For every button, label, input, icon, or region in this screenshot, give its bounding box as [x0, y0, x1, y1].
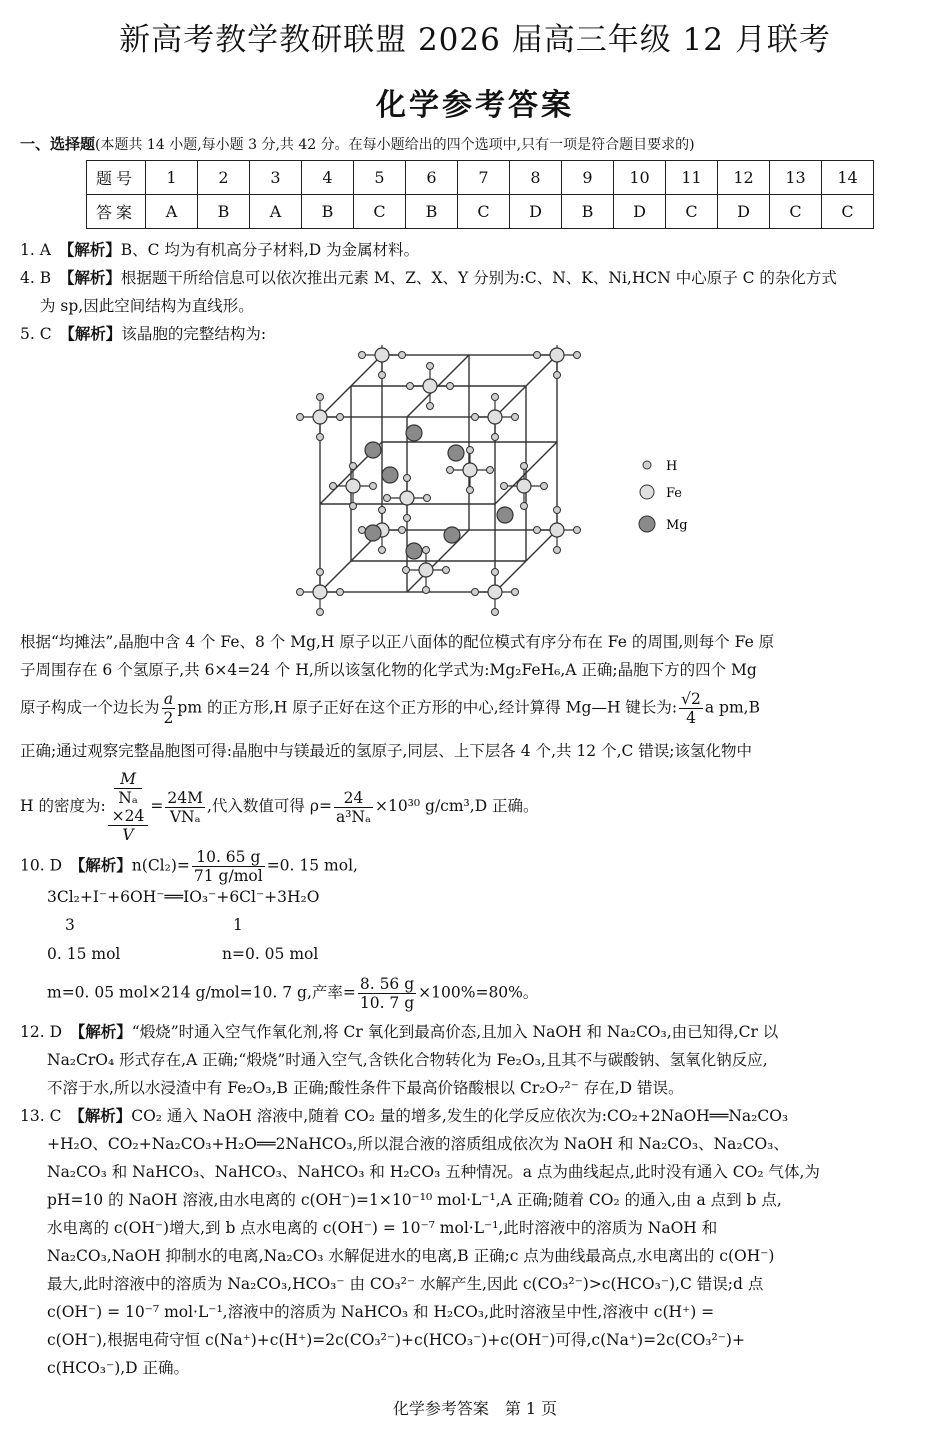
legend-mg-label: Mg: [666, 518, 688, 533]
frac-num: √2: [681, 690, 701, 708]
q4-tag: 【解析】: [66, 269, 121, 287]
frac-num: 10. 65 g: [192, 848, 265, 867]
section-heading: [20, 133, 695, 154]
legend-mg-marker: [639, 516, 655, 532]
q10-line1: [20, 848, 935, 885]
table-cell: C: [666, 195, 718, 229]
table-cell: B: [406, 195, 458, 229]
page-subtitle: 化学参考答案: [376, 88, 574, 123]
frac-den: a³Nₐ: [335, 807, 371, 826]
row-label-answer: 答案: [87, 195, 146, 229]
q5-line5b: ,代入数值可得 ρ=: [207, 797, 332, 815]
page-title: 新高考教学教研联盟 2026 届高三年级 12 月联考: [119, 22, 831, 58]
frac-num: 8. 56 g: [359, 975, 415, 993]
q12-line3: 不溶于水,所以水浸渣中有 Fe₂O₃,B 正确;酸性条件下最高价铬酸根以 Cr₂O₇²⁻ 存在,D 错误。: [47, 1079, 684, 1097]
answer-table-number-row: [87, 161, 874, 195]
q5-head: 5. C: [20, 325, 52, 343]
q10-coef1: 3: [65, 916, 75, 934]
frac-den: VNₐ: [169, 807, 201, 826]
fraction-sqrt2-over-4: [679, 690, 703, 727]
q13-line8: c(OH⁻) = 10⁻⁷ mol·L⁻¹,溶液中的溶质为 NaHCO₃ 和 H₂CO₃,此时溶液呈中性,溶液中 c(H⁺) =: [47, 1303, 715, 1321]
table-cell: D: [614, 195, 666, 229]
q12-solution: [20, 1018, 935, 1102]
table-cell: 7: [458, 161, 510, 195]
section-label: 一、选择题: [20, 135, 96, 153]
q1-head: 1. A: [20, 241, 51, 259]
q13-line9: c(OH⁻),根据电荷守恒 c(Na⁺)+c(H⁺)=2c(CO₃²⁻)+c(HCO₃⁻)+c(OH⁻)可得,c(Na⁺)=2c(CO₃²⁻)+: [47, 1331, 745, 1349]
page-footer: 化学参考答案 第 1 页: [392, 1399, 558, 1418]
frac-num: 24: [334, 789, 373, 808]
answer-table-answer-row: [87, 195, 874, 229]
fraction-a-over-2: [162, 690, 176, 727]
q13-line1: CO₂ 通入 NaOH 溶液中,随着 CO₂ 量的增多,发生的化学反应依次为:CO₂+2NaOH══Na₂CO₃: [131, 1107, 789, 1125]
q10-last-b: ×100%=80%。: [418, 983, 539, 1002]
q4-solution: [20, 264, 935, 320]
q10-tag: 【解析】: [77, 856, 132, 875]
q5-intro-text: 该晶胞的完整结构为:: [121, 325, 267, 343]
q5-line3: [20, 690, 935, 727]
q1-tag: 【解析】: [66, 241, 121, 259]
frac-den: 4: [686, 709, 696, 727]
q13-head: 13. C: [20, 1107, 62, 1125]
frac-den: V: [122, 826, 134, 844]
table-cell: D: [718, 195, 770, 229]
q13-line4: pH=10 的 NaOH 溶液,由水电离的 c(OH⁻)=1×10⁻¹⁰ mol·L⁻¹,A 正确;随着 CO₂ 的通入,由 a 点到 b 点,: [47, 1191, 782, 1209]
table-cell: 5: [354, 161, 406, 195]
table-cell: 14: [822, 161, 874, 195]
q5-line3c: a pm,B: [704, 698, 760, 717]
q5-line5: [20, 770, 935, 844]
q1-solution: [20, 236, 935, 264]
equals-sign: =: [150, 797, 164, 815]
q5-line3a: 原子构成一个边长为: [20, 698, 160, 717]
fraction-m-over-na: [112, 770, 145, 807]
q12-tag: 【解析】: [77, 1023, 132, 1041]
q5-line5c: ×10³⁰ g/cm³,D 正确。: [374, 797, 539, 815]
table-cell: 4: [302, 161, 354, 195]
table-cell: 12: [718, 161, 770, 195]
q13-solution: [20, 1102, 935, 1382]
q12-head: 12. D: [20, 1023, 63, 1041]
q5-body: [20, 628, 935, 684]
q13-tag: 【解析】: [76, 1107, 132, 1125]
q5-line1: 根据“均摊法”,晶胞中含 4 个 Fe、8 个 Mg,H 原子以正八面体的配位模式有序分布在 Fe 的周围,则每个 Fe 原: [20, 633, 775, 651]
frac-den: 2: [163, 709, 174, 727]
q12-line2: Na₂CrO₄ 形式存在,A 正确;“煅烧”时通入空气,含铁化合物转化为 Fe₂O₃,且其不与碳酸钠、氢氧化钠反应,: [47, 1051, 768, 1069]
q10-last-a: m=0. 05 mol×214 g/mol=10. 7 g,产率=: [47, 983, 356, 1002]
q5-line2: 子周围存在 6 个氢原子,共 6×4=24 个 H,所以该氢化物的化学式为:Mg₂FeH₆,A 正确;晶胞下方的四个 Mg: [20, 661, 757, 679]
q10-equation: 3Cl₂+I⁻+6OH⁻══IO₃⁻+6Cl⁻+3H₂O: [47, 888, 320, 906]
q5-line5a: H 的密度为:: [20, 797, 106, 815]
q12-line1: “煅烧”时通入空气作氧化剂,将 Cr 氧化到最高价态,且加入 NaOH 和 Na₂CO₃,由已知得,Cr 以: [131, 1023, 779, 1041]
q13-line10: c(HCO₃⁻),D 正确。: [47, 1359, 190, 1377]
q4-head: 4. B: [20, 269, 52, 287]
table-cell: B: [198, 195, 250, 229]
q10-yield-line: [47, 975, 538, 1012]
fraction-24-over-a3na: [334, 789, 373, 826]
q13-line3: Na₂CO₃ 和 NaHCO₃、NaHCO₃、NaHCO₃ 和 H₂CO₃ 五种情况。a 点为曲线起点,此时没有通入 CO₂ 气体,为: [47, 1163, 820, 1181]
table-cell: 1: [146, 161, 198, 195]
q10-result: =0. 15 mol,: [266, 856, 358, 875]
q5-tag: 【解析】: [67, 325, 122, 343]
section-note: (本题共 14 小题,每小题 3 分,共 42 分。在每小题给出的四个选项中,只有一项是符合题目要求的): [95, 137, 695, 153]
fraction-density: [108, 770, 149, 844]
table-cell: B: [302, 195, 354, 229]
table-cell: A: [250, 195, 302, 229]
q5-line4: 正确;通过观察完整晶胞图可得:晶胞中与镁最近的氢原子,同层、上下层各 4 个,共 12 个,C 错误;该氢化物中: [20, 742, 753, 760]
crystal-cell-diagram: [270, 345, 710, 625]
table-cell: 9: [562, 161, 614, 195]
frac-num: M: [114, 770, 143, 789]
table-cell: C: [770, 195, 822, 229]
q13-line7: 最大,此时溶液中的溶质为 Na₂CO₃,HCO₃⁻ 由 CO₃²⁻ 水解产生,因此 c(CO₃²⁻)>c(HCO₃⁻),C 错误;d 点: [47, 1275, 764, 1293]
table-cell: 3: [250, 161, 302, 195]
table-cell: C: [822, 195, 874, 229]
q13-line2: +H₂O、CO₂+Na₂CO₃+H₂O══2NaHCO₃,所以混合液的溶质组成依次为 NaOH 和 Na₂CO₃、Na₂CO₃、: [47, 1135, 789, 1153]
frac-den: 10. 7 g: [359, 994, 415, 1012]
table-cell: 6: [406, 161, 458, 195]
q5-line3b: pm 的正方形,H 原子正好在这个正方形的中心,经计算得 Mg—H 键长为:: [177, 698, 678, 717]
fraction-24m-over-vna: [165, 789, 205, 826]
frac-num: a: [162, 690, 176, 709]
frac-times24: ×24: [111, 807, 145, 825]
frac-den: Nₐ: [118, 789, 138, 807]
q10-mol2: n=0. 05 mol: [222, 945, 319, 963]
table-cell: 10: [614, 161, 666, 195]
q4-line1: 根据题干所给信息可以依次推出元素 M、Z、X、Y 分别为:C、N、K、Ni,HCN 中心原子 C 的杂化方式: [120, 269, 837, 287]
q10-coef2: 1: [233, 916, 243, 934]
table-cell: 13: [770, 161, 822, 195]
q5-intro: [20, 320, 935, 348]
legend-fe-label: Fe: [666, 486, 683, 501]
frac-num: 24M: [167, 788, 203, 807]
q10-ncl: n(Cl₂)=: [131, 856, 190, 875]
q13-line5: 水电离的 c(OH⁻)增大,到 b 点水电离的 c(OH⁻) = 10⁻⁷ mol·L⁻¹,此时溶液中的溶质为 NaOH 和: [47, 1219, 718, 1237]
legend-fe-marker: [640, 485, 654, 499]
q10-mol1: 0. 15 mol: [47, 945, 121, 963]
legend-h-label: H: [666, 459, 678, 474]
q10-head: 10. D: [20, 856, 63, 875]
frac-num: [108, 770, 149, 826]
table-cell: 2: [198, 161, 250, 195]
table-cell: 8: [510, 161, 562, 195]
table-cell: A: [146, 195, 198, 229]
table-cell: C: [354, 195, 406, 229]
q4-line2: 为 sp,因此空间结构为直线形。: [40, 297, 254, 315]
q13-line6: Na₂CO₃,NaOH 抑制水的电离,Na₂CO₃ 水解促进水的电离,B 正确;c 点为曲线最高点,水电离出的 c(OH⁻): [47, 1247, 775, 1265]
fraction-cl2: [192, 848, 265, 885]
table-cell: C: [458, 195, 510, 229]
table-cell: B: [562, 195, 614, 229]
table-cell: D: [510, 195, 562, 229]
q1-text: B、C 均为有机高分子材料,D 为金属材料。: [120, 241, 420, 259]
fraction-yield: [358, 975, 416, 1012]
answer-table: [86, 160, 874, 229]
row-label-number: 题号: [87, 161, 146, 195]
table-cell: 11: [666, 161, 718, 195]
frac-den: 71 g/mol: [193, 867, 263, 885]
legend-h-marker: [643, 461, 651, 469]
